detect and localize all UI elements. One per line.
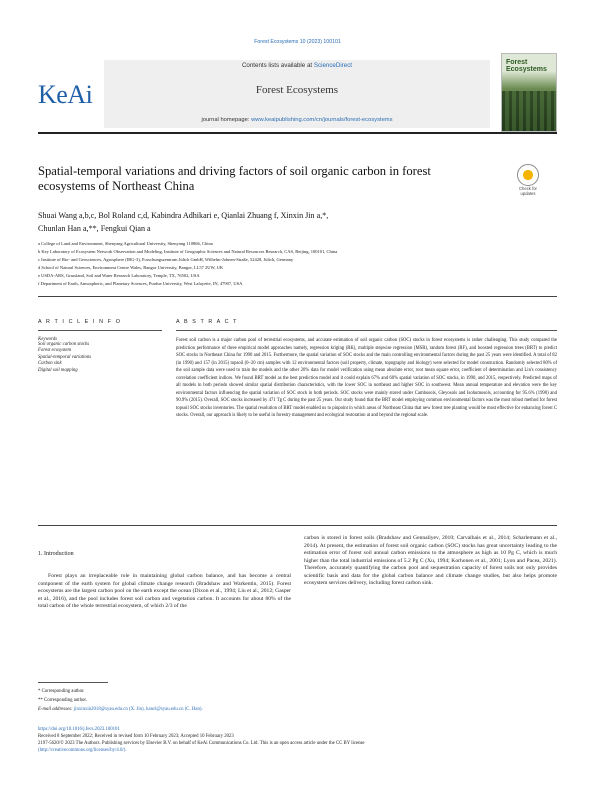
- license-url[interactable]: (http://creativecommons.org/licenses/by/4.0/).: [38, 748, 127, 753]
- abstract-heading: A B S T R A C T: [176, 319, 239, 325]
- intro-left-column: Forest plays an irreplaceable role in maintaining global carbon balance, and has become a central component of the earth system for global climate change research (Bradshaw and Warkentin, 2015). Forest ecosystems are the largest carbon pool on the earth except the ocean (Dixon et al., 1994; Liu et al., 2012; Gasper et al., 2016), and the pool includes forest soil carbon and vegetation carbon. It accounts for about 80% of the total carbon of the whole terrestrial ecosystem, of which 2/3 of the: [38, 573, 291, 610]
- footnote-emails: [38, 706, 298, 713]
- footnote-rule: [38, 682, 108, 683]
- abstract-rule: [176, 330, 557, 331]
- article-info-rule: [38, 330, 162, 331]
- homepage-link[interactable]: www.keaipublishing.com/cn/journals/forest-ecosystems: [251, 117, 393, 123]
- abstract-text: Forest soil carbon is a major carbon pool of terrestrial ecosystems, and accurate estimation of soil organic carbon (SOC) stocks in forest ecosystems is rather challenging. This study compared the prediction performance of three empirical model approaches namely, regression kriging (RK), multiple stepwise regression (MSR), random forest (RF), and boosted regression trees (BRT) to predict SOC stocks in Northeast China for 1990 and 2015. Furthermore, the spatial variation of SOC stocks and the main controlling environmental factors during the past 25 years were identified. A total of 82 (in 1990) and 157 (in 2015) topsoil (0–20 cm) samples with 12 environmental factors (soil property, climate, topography and biology) were selected for model construction. Randomly selected 80% of the soil sample data were used to train the models and the other 20% data for model verification using mean absolute error, root mean square error, coefficient of determination and Lin's consistency correlation coefficient indices. We found BRT model as the best prediction model and it could explain 67% and 60% spatial variation of SOC stocks, in 1990, and 2015, respectively. Predicted maps of all models in both periods showed similar spatial distribution characteristics, with the lower SOC in northeast and higher SOC in southwest. Mean annual temperature and elevation were the key environmental factors influencing the spatial variation of SOC stock in both periods. SOC stocks were mainly stored under Cambosols, Gleyosols and Isohumosols, accounting for 95.6% (1990) and 90.9% (2015). Overall, SOC stocks increased by 471 Tg C during the past 25 years. Our study found that the BRT model employing common environmental factors was the most robust method for forest topsoil SOC stocks inventories. The spatial resolution of BRT model enabled us to pinpoint in which areas of Northeast China that new forest tree planting would be most effective for enhancing forest C stocks. Overall, our approach is likely to be useful in forestry management and ecological restoration at and beyond the regional scale.: [176, 338, 557, 418]
- keywords-block: [38, 337, 168, 374]
- affiliation: f Department of Earth, Atmospheric, and Planetary Sciences, Purdue University, West Lafayette, IN, 47907, USA: [38, 281, 243, 287]
- article-title: Spatial-temporal variations and driving factors of soil organic carbon in forest ecosystems of Northeast China: [38, 164, 431, 193]
- introduction-heading: 1. Introduction: [38, 551, 74, 557]
- keyword: Forest ecosystem: [38, 348, 71, 354]
- cover-title: Forest Ecosystems: [506, 59, 547, 73]
- abstract-bottom-rule: [38, 525, 557, 526]
- author-list: [38, 209, 538, 235]
- homepage-line: [104, 117, 490, 123]
- sciencedirect-link[interactable]: ScienceDirect: [313, 62, 353, 69]
- header-rule: [38, 132, 557, 134]
- contents-prefix: Contents lists available at: [241, 62, 313, 69]
- keywords-label: Keywords: [38, 337, 58, 342]
- doi-link: [38, 727, 558, 734]
- doi[interactable]: https://doi.org/10.1016/j.fecs.2023.100101: [38, 727, 120, 732]
- affiliation: b Key Laboratory of Ecosystem Network Observation and Modeling, Institute of Geographic Sciences and Natural Resources Research, CAS, Beijing, 100101, China: [38, 249, 338, 255]
- homepage-prefix: journal homepage:: [201, 117, 250, 123]
- affiliation: d School of Natural Sciences, Environment Centre Wales, Bangor University, Bangor, LL57 2UW, UK: [38, 265, 224, 271]
- footnote-corresponding-1: * Corresponding author.: [38, 689, 85, 694]
- running-head[interactable]: Forest Ecosystems 10 (2023) 100101: [254, 39, 341, 45]
- affiliation: a College of Land and Environment, Shenyang Agricultural University, Shenyang 110866, China: [38, 241, 213, 246]
- email-label: E-mail addresses:: [38, 707, 73, 712]
- keyword: Spatial-temporal variations: [38, 354, 92, 360]
- article-info-heading: A R T I C L E I N F O: [38, 319, 122, 325]
- license-url-line: [38, 748, 558, 755]
- keai-logo: KeAi: [38, 80, 93, 109]
- affiliation: c Institute of Bio- and Geosciences, Agrosphere (IBG-3), Forschungszentrum Jülich GmbH, Wilhelm-Johnen-Straße, 52428, Jülich, Germany: [38, 257, 294, 263]
- journal-name: Forest Ecosystems: [255, 84, 339, 96]
- crossmark-label: Check for updates: [519, 186, 537, 196]
- cover-forest-graphic: [502, 91, 556, 131]
- license-line: 2197-5620/© 2023 The Authors. Publishing services by Elsevier B.V. on behalf of KeAi Communications Co. Ltd. This is an open access article under the CC BY license: [38, 741, 365, 746]
- intro-right-column: carbon is stored in forest soils (Bradshaw and Gennaliyev, 2010; Carvalhais et al., 2014; Scharlemann et al., 2014). At present, the estimation of forest soil organic carbon (SOC) stocks has great uncertainty leading to the estimation error of forest soil annual carbon emissions to the atmosphere as high as 10 Pg C, which is much higher than the total industrial emissions of 5.2 Pg C (Xu, 1994; Korhonen et al., 2001; Lyon and Pacea, 2021). Therefore, accurately quantifying the carbon pool and sequestration capacity of forest soils not only provides scientific basis and data for the global carbon balance and climate change studies, but also helps promote ecosystem services delivery, including forest carbon sink.: [304, 535, 557, 587]
- affiliations: [38, 240, 558, 289]
- authors-line-2[interactable]: Chunlan Han a,**, Fengkui Qian a: [38, 224, 151, 233]
- affiliation: e USDA-ARS, Grassland, Soil and Water Research Laboratory, Temple, TX, 76502, USA: [38, 273, 200, 279]
- contents-line: [104, 62, 490, 69]
- keyword: Carbon sink: [38, 361, 62, 367]
- footnote-corresponding-2: ** Corresponding author.: [38, 698, 87, 703]
- keyword: Soil organic carbon stocks: [38, 342, 90, 347]
- email-addresses[interactable]: jinxinxin2018@syau.edu.cn (X. Jin), hancl@syau.edu.cn (C. Han).: [73, 707, 203, 712]
- check-for-updates-badge[interactable]: [513, 164, 543, 196]
- section-rule: [38, 296, 557, 297]
- keyword: Digital soil mapping: [38, 367, 78, 373]
- received-dates: Received 8 September 2022; Received in revised form 10 February 2023; Accepted 10 February 2023: [38, 734, 234, 739]
- journal-cover-image[interactable]: [501, 53, 557, 132]
- authors-line-1[interactable]: Shuai Wang a,b,c, Bol Roland c,d, Kabindra Adhikari e, Qianlai Zhuang f, Xinxin Jin a,*,: [38, 211, 329, 220]
- crossmark-icon: [517, 164, 539, 186]
